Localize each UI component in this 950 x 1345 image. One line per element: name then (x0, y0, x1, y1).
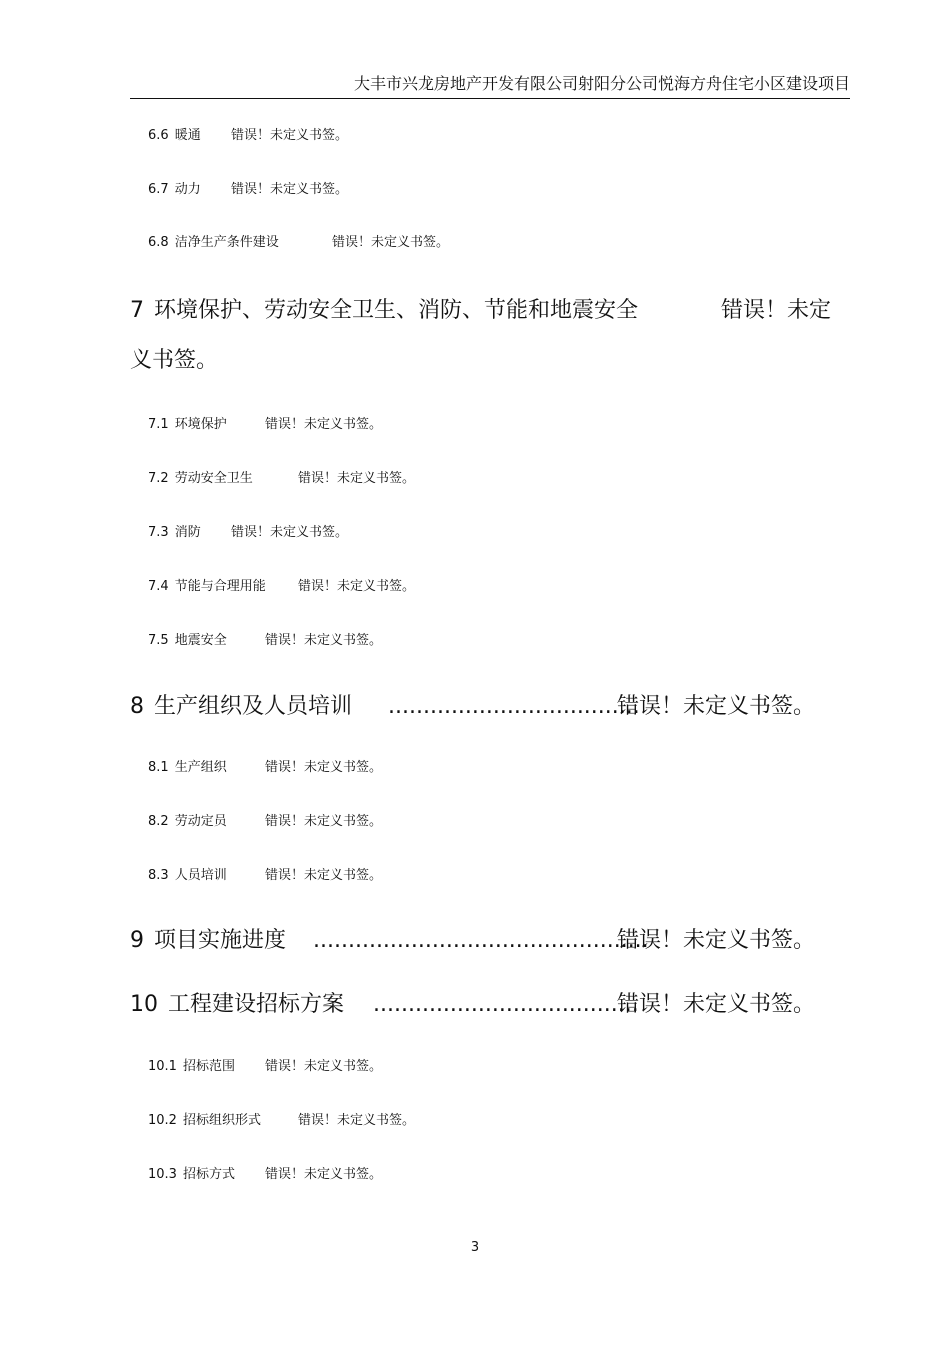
toc-number: 8.3 (148, 868, 169, 883)
toc-entry-7[interactable] (130, 296, 832, 326)
toc-number: 10 (130, 992, 158, 1017)
toc-page-ref: 错误！未定义书签。 (265, 1059, 383, 1074)
toc-entry-7-5[interactable] (148, 632, 383, 650)
page-number: 3 (470, 1240, 480, 1255)
toc-title: 地震安全 (174, 633, 227, 648)
toc-page-ref: 错误！未定义书签。 (298, 579, 416, 594)
toc-leader-dots: ................................................ (313, 928, 649, 953)
toc-number: 6.6 (148, 128, 169, 143)
toc-title: 招标方式 (182, 1167, 235, 1182)
toc-page-ref: 错误！未定义书签。 (265, 868, 383, 883)
toc-number: 7.3 (148, 525, 169, 540)
toc-title: 环境保护 (174, 417, 227, 432)
toc-number: 8 (130, 694, 144, 719)
toc-page-ref: 错误！未定义书签。 (298, 471, 416, 486)
toc-entry-6-6[interactable] (148, 127, 349, 145)
toc-entry-7-4[interactable] (148, 578, 416, 596)
toc-number: 8.2 (148, 814, 169, 829)
toc-entry-8-1[interactable] (148, 759, 383, 777)
toc-title: 劳动定员 (174, 814, 227, 829)
toc-number: 10.3 (148, 1167, 177, 1182)
toc-number: 10.2 (148, 1113, 177, 1128)
toc-entry-10-2[interactable] (148, 1112, 416, 1130)
toc-title: 劳动安全卫生 (174, 471, 253, 486)
toc-number: 6.8 (148, 235, 169, 250)
toc-number: 10.1 (148, 1059, 177, 1074)
toc-title: 人员培训 (174, 868, 227, 883)
toc-entry-8-3[interactable] (148, 867, 383, 885)
toc-number: 8.1 (148, 760, 169, 775)
toc-entry-8-2[interactable] (148, 813, 383, 831)
toc-title: 项目实施进度 (154, 928, 287, 953)
toc-page-ref: 错误！未定义书签。 (231, 525, 349, 540)
toc-entry-7-1[interactable] (148, 416, 383, 434)
toc-entry-10[interactable] (130, 990, 816, 1020)
toc-page-ref: 错误！未定义书签。 (617, 694, 816, 719)
toc-page-ref: 错误！未定义书签。 (332, 235, 450, 250)
toc-page-ref: 错误！未定义书签。 (231, 182, 349, 197)
toc-page-ref: 错误！未定义书签。 (265, 633, 383, 648)
toc-title: 生产组织 (174, 760, 227, 775)
toc-title: 招标组织形式 (182, 1113, 261, 1128)
toc-entry-8[interactable] (130, 692, 816, 722)
toc-leader-dots: .................................... (388, 694, 640, 719)
toc-page-ref: 错误！未定义书签。 (617, 992, 816, 1017)
toc-entry-6-7[interactable] (148, 181, 349, 199)
toc-title: 生产组织及人员培训 (154, 694, 353, 719)
toc-entry-9[interactable] (130, 926, 816, 956)
toc-entry-7-continuation: 义书签。 (130, 348, 219, 373)
toc-title: 动力 (174, 182, 201, 197)
toc-page-ref: 错误！未定义书签。 (265, 814, 383, 829)
toc-entry-6-8[interactable] (148, 234, 450, 252)
toc-title: 节能与合理用能 (174, 579, 266, 594)
header-divider (130, 98, 850, 99)
toc-page-ref: 错误！未定义书签。 (265, 417, 383, 432)
toc-title: 洁净生产条件建设 (174, 235, 279, 250)
toc-title: 暖通 (174, 128, 201, 143)
running-header: 大丰市兴龙房地产开发有限公司射阳分公司悦海方舟住宅小区建设项目 (353, 74, 850, 93)
toc-number: 7.4 (148, 579, 169, 594)
toc-number: 7.5 (148, 633, 169, 648)
toc-number: 7 (130, 298, 144, 323)
toc-number: 9 (130, 928, 144, 953)
toc-number: 7.1 (148, 417, 169, 432)
toc-entry-10-1[interactable] (148, 1058, 383, 1076)
toc-title: 招标范围 (182, 1059, 235, 1074)
toc-page-ref: 错误！未定义书签。 (617, 928, 816, 953)
toc-number: 7.2 (148, 471, 169, 486)
toc-title: 工程建设招标方案 (168, 992, 345, 1017)
toc-page-ref: 错误！未定 (721, 298, 832, 323)
toc-page-ref: 错误！未定义书签。 (265, 1167, 383, 1182)
toc-title: 消防 (174, 525, 201, 540)
toc-entry-10-3[interactable] (148, 1166, 383, 1184)
toc-leader-dots: ...................................... (373, 992, 639, 1017)
toc-entry-7-3[interactable] (148, 524, 349, 542)
toc-page-ref: 错误！未定义书签。 (298, 1113, 416, 1128)
toc-title: 环境保护、劳动安全卫生、消防、节能和地震安全 (154, 298, 639, 323)
toc-page-ref: 错误！未定义书签。 (231, 128, 349, 143)
toc-page-ref: 错误！未定义书签。 (265, 760, 383, 775)
toc-entry-7-2[interactable] (148, 470, 416, 488)
toc-number: 6.7 (148, 182, 169, 197)
